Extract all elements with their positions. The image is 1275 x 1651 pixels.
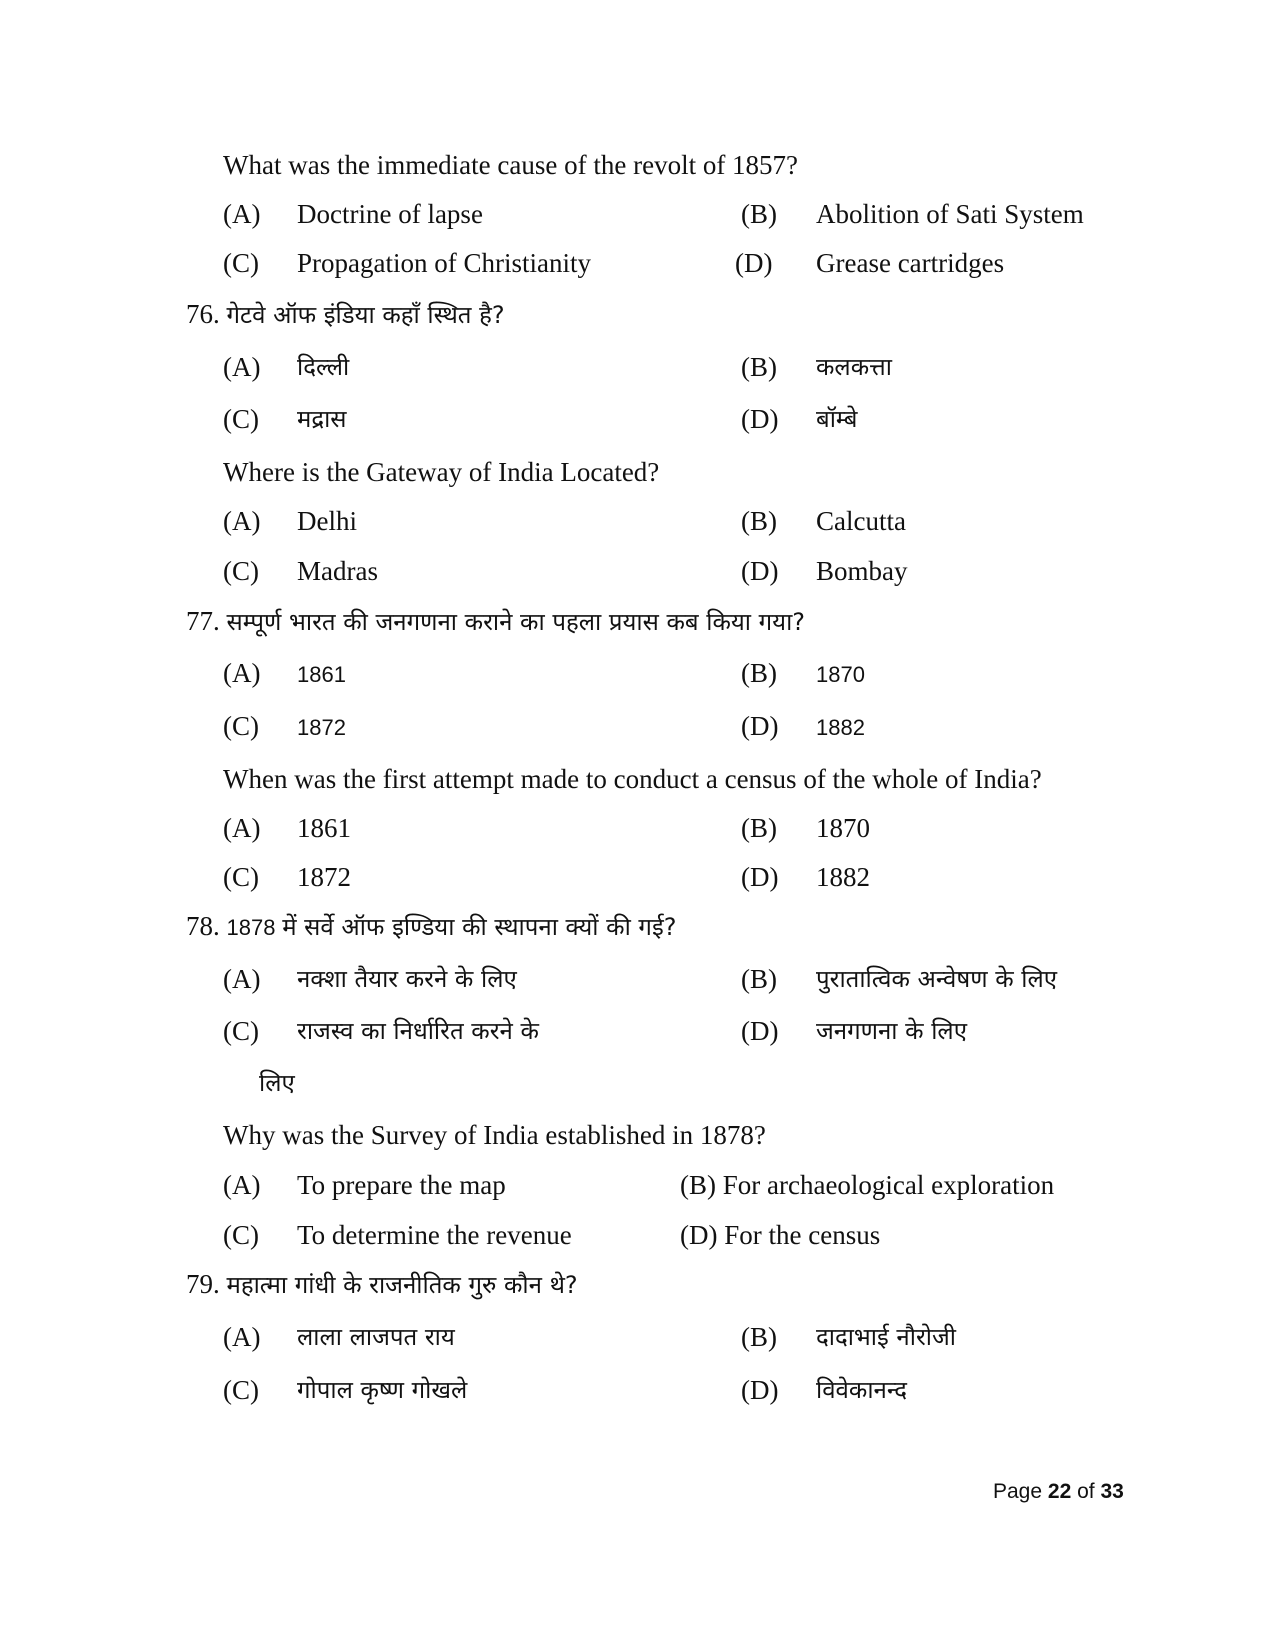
question-row: [186, 604, 805, 639]
option-label: (A): [223, 352, 261, 382]
option-text: Grease cartridges: [816, 248, 1005, 278]
option-label: (C): [223, 556, 259, 586]
question-text: When was the first attempt made to conduct a census of the whole of India?: [223, 764, 1042, 794]
option-text: विवेकानन्द: [816, 1376, 908, 1404]
option-label: (A): [223, 199, 261, 229]
option-label: (C): [223, 1375, 259, 1405]
option-text: 1882: [816, 715, 865, 740]
option-label: (C): [223, 404, 259, 434]
option-text: गोपाल कृष्ण गोखले: [297, 1376, 468, 1404]
question-text: सम्पूर्ण भारत की जनगणना कराने का पहला प्रयास कब किया गया?: [226, 608, 806, 636]
option-text: बॉम्बे: [816, 405, 858, 433]
question-number: 78.: [186, 911, 220, 941]
option-text: राजस्व का निर्धारित करने के: [297, 1017, 539, 1045]
option-label: (C): [223, 711, 259, 741]
option-text: 1861: [297, 662, 346, 687]
option-text: 1882: [816, 862, 870, 892]
option-label: (B): [741, 352, 777, 382]
option-text: मद्रास: [297, 405, 347, 433]
option-text: Calcutta: [816, 506, 906, 536]
question-row: [186, 909, 676, 945]
question-text: What was the immediate cause of the revolt of 1857?: [223, 150, 799, 180]
question-year: 1878: [226, 915, 276, 940]
option-text: To prepare the map: [297, 1170, 506, 1200]
option-label: (A): [223, 658, 261, 688]
option-text: 1872: [297, 715, 346, 740]
option-text: 1861: [297, 813, 351, 843]
question-row: [186, 297, 505, 332]
option-label: (B): [741, 1322, 777, 1352]
question-number: 77.: [186, 606, 220, 636]
option-text: Madras: [297, 556, 378, 586]
option-label: (C): [223, 1016, 259, 1046]
option-text: कलकत्ता: [816, 353, 892, 381]
page-prefix: Page: [993, 1480, 1043, 1503]
option-text: (B) For archaeological exploration: [680, 1170, 1055, 1200]
option-label: (A): [223, 506, 261, 536]
option-label: (C): [223, 862, 259, 892]
option-text: दिल्ली: [297, 353, 350, 381]
option-label: (D): [741, 404, 779, 434]
option-text: Bombay: [816, 556, 908, 586]
page-current: 22: [1047, 1480, 1072, 1503]
option-text: 1870: [816, 662, 865, 687]
question-row: [186, 1267, 578, 1302]
option-label: (B): [741, 658, 777, 688]
option-label: (A): [223, 813, 261, 843]
option-text: (D) For the census: [680, 1220, 881, 1250]
page-of: of: [1077, 1480, 1095, 1503]
question-text: में सर्वे ऑफ इण्डिया की स्थापना क्यों की गई?: [282, 913, 677, 941]
question-text: महात्मा गांधी के राजनीतिक गुरु कौन थे?: [226, 1271, 578, 1299]
option-text: Delhi: [297, 506, 357, 536]
question-number: 76.: [186, 299, 220, 329]
page-total: 33: [1100, 1480, 1124, 1503]
option-label: (D): [735, 248, 773, 278]
option-text: Doctrine of lapse: [297, 199, 483, 229]
option-label: (C): [223, 248, 259, 278]
option-label: (A): [223, 964, 261, 994]
option-text: To determine the revenue: [297, 1220, 572, 1250]
option-text: पुरातात्विक अन्वेषण के लिए: [816, 965, 1058, 993]
question-text: Why was the Survey of India established in 1878?: [223, 1120, 766, 1150]
option-label: (D): [741, 1375, 779, 1405]
question-text: गेटवे ऑफ इंडिया कहाँ स्थित है?: [226, 301, 505, 329]
option-label: (D): [741, 711, 779, 741]
option-label: (D): [741, 862, 779, 892]
option-text: 1872: [297, 862, 351, 892]
option-label: (B): [741, 813, 777, 843]
option-label: (B): [741, 199, 777, 229]
option-text: नक्शा तैयार करने के लिए: [297, 965, 517, 993]
option-label: (A): [223, 1322, 261, 1352]
option-label: (B): [741, 964, 777, 994]
option-label: (D): [741, 1016, 779, 1046]
option-text: दादाभाई नौरोजी: [816, 1323, 957, 1351]
option-text: Abolition of Sati System: [816, 199, 1084, 229]
question-number: 79.: [186, 1269, 220, 1299]
option-text: 1870: [816, 813, 870, 843]
option-label: (C): [223, 1220, 259, 1250]
page-footer: [993, 1480, 1124, 1504]
option-text: जनगणना के लिए: [816, 1017, 967, 1045]
option-label: (A): [223, 1170, 261, 1200]
option-label: (B): [741, 506, 777, 536]
option-text-continuation: लिए: [259, 1069, 295, 1097]
option-label: (D): [741, 556, 779, 586]
option-text: लाला लाजपत राय: [297, 1323, 455, 1351]
question-text: Where is the Gateway of India Located?: [223, 457, 660, 487]
option-text: Propagation of Christianity: [297, 248, 591, 278]
